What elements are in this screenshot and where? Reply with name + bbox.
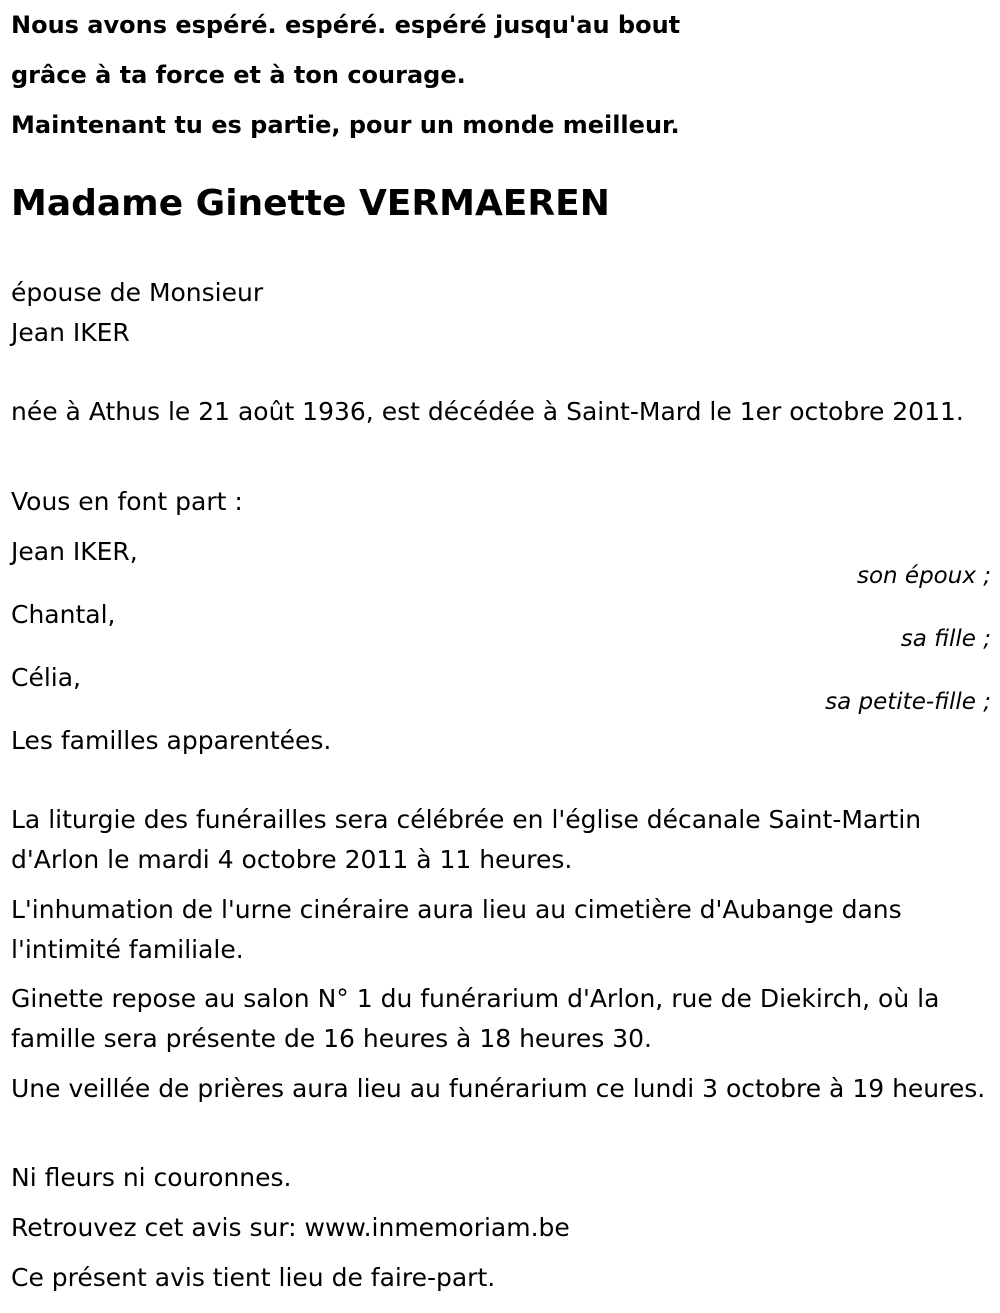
family-member-name: Célia, — [11, 663, 81, 692]
poem-line-1: Nous avons espéré. espéré. espéré jusqu'au bout — [11, 11, 681, 39]
spouse-name: Jean IKER — [11, 318, 130, 347]
family-member-name: Chantal, — [11, 600, 116, 629]
burial-text: L'inhumation de l'urne cinéraire aura lieu au cimetière d'Aubange dans l'intimité familiale. — [11, 895, 902, 964]
viewing-text: Ginette repose au salon N° 1 du funérarium d'Arlon, rue de Diekirch, où la famille sera présente de 16 heures à 18 heures 30. — [11, 984, 940, 1053]
notice-text: Ce présent avis tient lieu de faire-part. — [11, 1263, 496, 1292]
birth-death-text: née à Athus le 21 août 1936, est décédée à Saint-Mard le 1er octobre 2011. — [11, 397, 964, 426]
family-member-relation: sa petite-fille ; — [825, 689, 991, 715]
flowers-text: Ni fleurs ni couronnes. — [11, 1163, 292, 1192]
liturgy-text: La liturgie des funérailles sera célébrée en l'église décanale Saint-Martin d'Arlon le mardi 4 octobre 2011 à 11 heures. — [11, 805, 922, 874]
family-member-relation: sa fille ; — [900, 626, 991, 652]
deceased-name: Madame Ginette VERMAEREN — [11, 183, 610, 224]
poem-line-2: grâce à ta force et à ton courage. — [11, 61, 466, 89]
family-member-relation: son époux ; — [856, 563, 991, 589]
announcement-intro: Vous en font part : — [11, 487, 243, 516]
announcement-closing: Les familles apparentées. — [11, 726, 332, 755]
spouse-intro: épouse de Monsieur — [11, 278, 264, 307]
family-member-name: Jean IKER, — [11, 537, 138, 566]
poem-line-3: Maintenant tu es partie, pour un monde meilleur. — [11, 111, 680, 139]
vigil-text: Une veillée de prières aura lieu au funérarium ce lundi 3 octobre à 19 heures. — [11, 1074, 986, 1103]
website-text: Retrouvez cet avis sur: www.inmemoriam.be — [11, 1213, 570, 1242]
